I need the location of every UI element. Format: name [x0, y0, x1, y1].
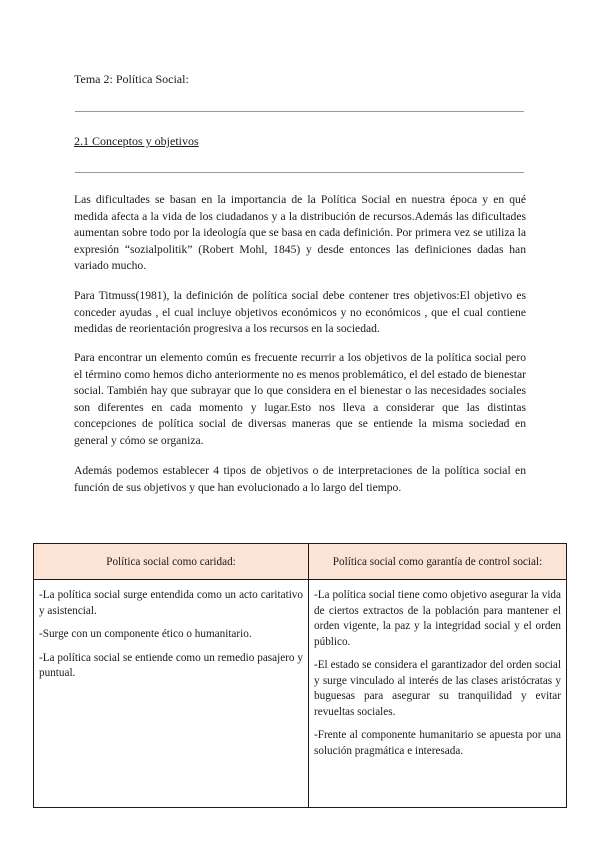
page-title: Tema 2: Política Social: — [74, 72, 189, 86]
paragraph-2: Para Titmuss(1981), la definición de política social debe contener tres objetivos:El objetivo es conceder ayudas , el cual incluye objetivos económicos y no económicos , que el cual contiene medidas de reorientación progresiva a los recursos en la sociedad. — [74, 289, 526, 335]
list-item: -El estado se considera el garantizador del orden social y surge vinculado al interés de las clases aristócratas y buguesas para asegurar su tranquilidad y evitar revueltas sociales. — [314, 659, 561, 718]
list-item: -La política social surge entendida como un acto caritativo y asistencial. — [39, 589, 303, 617]
table-header-social-control: Política social como garantía de control social: — [309, 544, 567, 580]
list-item: -Surge con un componente ético o humanitario. — [39, 628, 252, 640]
objectives-table — [33, 543, 567, 808]
section-heading: 2.1 Conceptos y objetivos — [74, 134, 199, 148]
table-row — [34, 580, 567, 808]
divider-section — [75, 172, 524, 173]
table-cell-charity — [34, 580, 309, 808]
table-header-charity: Política social como caridad: — [34, 544, 309, 580]
list-item: -La política social tiene como objetivo asegurar la vida de ciertos extractos de la población para mantener el orden vigente, la paz y la integridad social y el orden público. — [314, 589, 561, 648]
list-item: -Frente al componente humanitario se apuesta por una solución pragmática e interesada. — [314, 729, 561, 757]
list-item: -La política social se entiende como un remedio pasajero y puntual. — [39, 651, 303, 679]
divider-top — [75, 111, 524, 112]
paragraph-1: Las dificultades se basan en la importancia de la Política Social en nuestra época y en qué medida afecta a la vida de los ciudadanos y a la distribución de recursos.Además las dificultades aumentan sobre todo por la ideología que se basa en cada definición. Por primera vez se utiliza la expresión “sozialpolitik” (Robert Mohl, 1845) y desde entonces las definiciones dadas han variado mucho. — [74, 193, 526, 272]
paragraph-3: Para encontrar un elemento común es frecuente recurrir a los objetivos de la política social pero el término como hemos dicho anteriormente no es menos problemático, el del estado de bienestar social. También hay que subrayar que lo que considera en el bienestar o las necesidades sociales son diferentes en cada momento y lugar.Esto nos lleva a considerar que las distintas concepciones de política social de diversas maneras que se entiende la misma sociedad en general y cómo se organiza. — [74, 351, 526, 447]
table-header-row — [34, 544, 567, 580]
paragraph-4: Además podemos establecer 4 tipos de objetivos o de interpretaciones de la política social en función de sus objetivos y que han evolucionado a lo largo del tiempo. — [74, 464, 526, 494]
table-cell-social-control — [309, 580, 567, 808]
